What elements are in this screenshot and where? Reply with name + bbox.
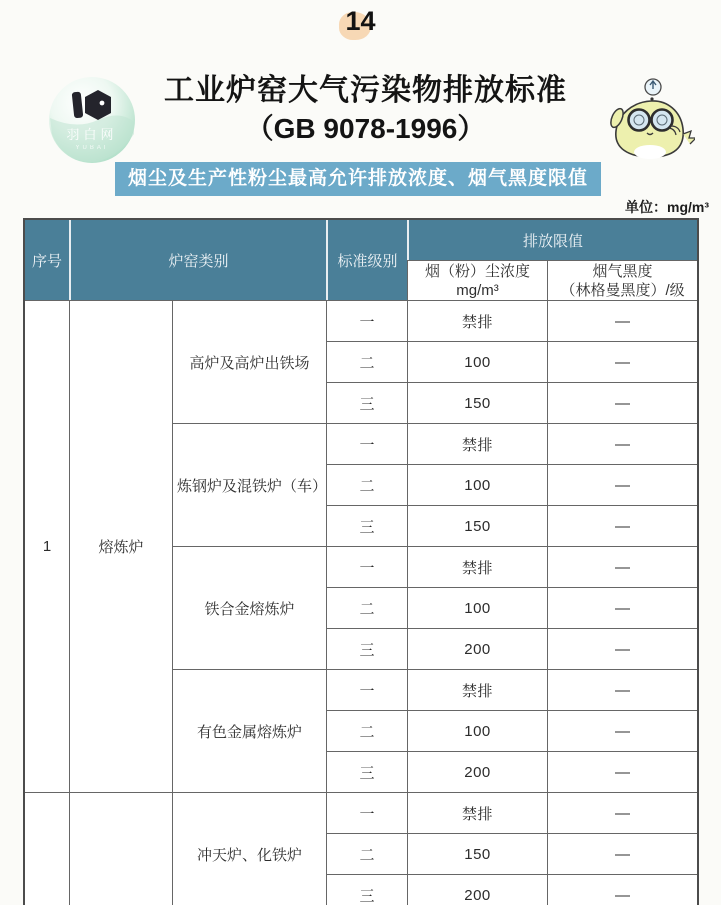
section-banner: 烟尘及生产性粉尘最高允许排放浓度、烟气黑度限值 [115,162,601,196]
level-cell: 三 [326,628,407,669]
level-cell: 二 [326,710,407,751]
yubai-logo [46,76,138,166]
blackness-cell: — [547,669,697,710]
blackness-cell: — [547,546,697,587]
level-cell: 一 [326,423,407,464]
document-title: 工业炉窑大气污染物排放标准 [164,74,567,107]
group-category-cell: 熔炼炉 [69,300,172,792]
col-header-dust-line1: 烟（粉）尘浓度 [425,262,531,280]
blackness-cell: — [547,874,697,905]
blackness-cell: — [547,505,697,546]
dust-value-cell: 100 [407,464,547,505]
table-row [25,792,697,833]
furnace-name-cell: 有色金属熔炼炉 [172,669,326,792]
dust-value-cell: 200 [407,628,547,669]
col-header-index: 序号 [25,220,69,300]
col-header-dust-line2: mg/m³ [456,281,499,299]
blackness-cell: — [547,341,697,382]
furnace-name-cell: 高炉及高炉出铁场 [172,300,326,423]
furnace-name-cell: 炼钢炉及混铁炉（车） [172,423,326,546]
page-number-text: 14 [345,6,376,36]
furnace-name-cell: 冲天炉、化铁炉 [172,792,326,905]
level-cell: 二 [326,587,407,628]
unit-label: 单位：mg/m³ [625,199,709,215]
blackness-cell: — [547,751,697,792]
blackness-cell: — [547,710,697,751]
col-header-limits: 排放限值 [407,220,697,260]
dust-value-cell: 100 [407,710,547,751]
level-cell: 二 [326,341,407,382]
emission-table-wrapper [23,218,699,905]
blackness-cell: — [547,792,697,833]
group-index-cell: 1 [25,300,69,792]
dust-value-cell: 150 [407,505,547,546]
level-cell: 一 [326,546,407,587]
dust-value-cell: 200 [407,751,547,792]
col-header-dust [407,260,547,300]
mascot-chick [603,76,695,168]
mascot-chick-icon [603,76,695,168]
col-header-blackness [547,260,697,300]
level-cell: 二 [326,464,407,505]
group-index-cell [25,792,69,905]
level-cell: 二 [326,833,407,874]
logo-sub-text: YUBAI [75,145,109,151]
level-cell: 一 [326,792,407,833]
table-row [25,300,697,341]
col-header-level: 标准级别 [326,220,407,300]
document-subtitle: （GB 9078-1996） [245,113,486,144]
col-header-category: 炉窑类别 [69,220,326,300]
col-header-blackness-line1: 烟气黑度 [592,262,653,280]
level-cell: 三 [326,874,407,905]
level-cell: 三 [326,505,407,546]
dust-value-cell: 150 [407,833,547,874]
dust-value-cell: 100 [407,587,547,628]
level-cell: 一 [326,300,407,341]
blackness-cell: — [547,833,697,874]
blackness-cell: — [547,587,697,628]
blackness-cell: — [547,300,697,341]
dust-value-cell: 禁排 [407,792,547,833]
blackness-cell: — [547,628,697,669]
page-number [339,4,381,39]
emission-limits-table [23,218,699,905]
furnace-name-cell: 铁合金熔炼炉 [172,546,326,669]
dust-value-cell: 200 [407,874,547,905]
group-category-cell [69,792,172,905]
page-number-row [0,4,721,39]
level-cell: 三 [326,751,407,792]
logo-title-text: 羽白网 [66,127,118,142]
dust-value-cell: 禁排 [407,546,547,587]
blackness-cell: — [547,423,697,464]
blackness-cell: — [547,464,697,505]
blackness-cell: — [547,382,697,423]
dust-value-cell: 禁排 [407,300,547,341]
col-header-blackness-line2: （林格曼黑度）/级 [560,281,685,299]
level-cell: 一 [326,669,407,710]
dust-value-cell: 禁排 [407,669,547,710]
dust-value-cell: 150 [407,382,547,423]
dust-value-cell: 禁排 [407,423,547,464]
dust-value-cell: 100 [407,341,547,382]
document-title-block [130,72,601,147]
yubai-logo-icon [46,76,138,166]
level-cell: 三 [326,382,407,423]
